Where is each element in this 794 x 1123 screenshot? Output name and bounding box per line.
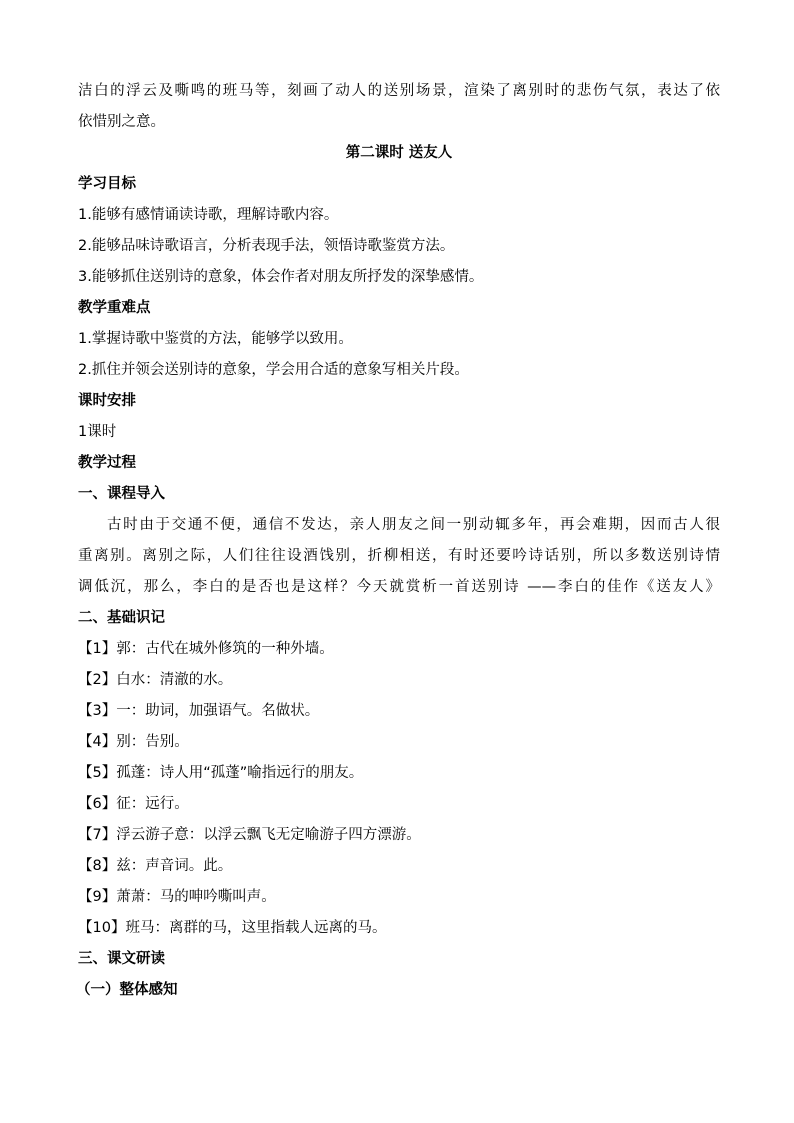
section-2-heading: 二、基础识记	[78, 610, 165, 626]
goals-heading: 学习目标	[78, 176, 136, 192]
section-1-paragraph-line-2: 重离别。离别之际，人们往往设酒饯别，折柳相送，有时还要吟诗话别，所以多数送别诗情	[78, 548, 720, 564]
vocab-item-9: 【9】萧萧：马的呻吟嘶叫声。	[78, 889, 276, 905]
intro-paragraph-line-2: 依惜别之意。	[78, 114, 165, 130]
schedule-heading: 课时安排	[78, 393, 136, 409]
vocab-item-5: 【5】孤蓬：诗人用“孤蓬”喻指远行的朋友。	[78, 765, 364, 781]
lesson-title: 第二课时 送友人	[345, 145, 453, 161]
schedule-value: 1课时	[78, 424, 117, 440]
section-1-heading: 一、课程导入	[78, 486, 165, 502]
vocab-item-8: 【8】兹：声音词。此。	[78, 858, 233, 874]
intro-paragraph-line-1: 洁白的浮云及嘶鸣的班马等，刻画了动人的送别场景，渲染了离别时的悲伤气氛，表达了依	[78, 83, 720, 99]
vocab-item-7: 【7】浮云游子意：以浮云飘飞无定喻游子四方漂游。	[78, 827, 421, 843]
goal-item-1: 1.能够有感情诵读诗歌，理解诗歌内容。	[78, 207, 339, 223]
vocab-item-2: 【2】白水：清澈的水。	[78, 672, 233, 688]
key-point-item-2: 2.抓住并领会送别诗的意象，学会用合适的意象写相关片段。	[78, 362, 469, 378]
vocab-item-1: 【1】郭：古代在城外修筑的一种外墙。	[78, 641, 334, 657]
section-3-sub-heading: （一）整体感知	[76, 982, 178, 998]
goal-item-2: 2.能够品味诗歌语言，分析表现手法，领悟诗歌鉴赏方法。	[78, 238, 455, 254]
section-3-heading: 三、课文研读	[78, 951, 165, 967]
key-point-item-1: 1.掌握诗歌中鉴赏的方法，能够学以致用。	[78, 331, 353, 347]
vocab-item-3: 【3】一：助词，加强语气。名做状。	[78, 703, 320, 719]
vocab-item-4: 【4】别：告别。	[78, 734, 189, 750]
section-1-paragraph-line-1: 古时由于交通不便，通信不发达，亲人朋友之间一别动辄多年，再会难期，因而古人很	[107, 517, 720, 533]
section-1-paragraph-line-3: 调低沉，那么，李白的是否也是这样？今天就赏析一首送别诗 ——李白的佳作《送友人》	[78, 579, 720, 595]
document-page	[78, 76, 720, 1006]
key-points-heading: 教学重难点	[78, 300, 151, 316]
vocab-item-10: 【10】班马：离群的马，这里指载人远离的马。	[78, 920, 387, 936]
process-heading: 教学过程	[78, 455, 136, 471]
goal-item-3: 3.能够抓住送别诗的意象，体会作者对朋友所抒发的深挚感情。	[78, 269, 484, 285]
vocab-item-6: 【6】征：远行。	[78, 796, 189, 812]
